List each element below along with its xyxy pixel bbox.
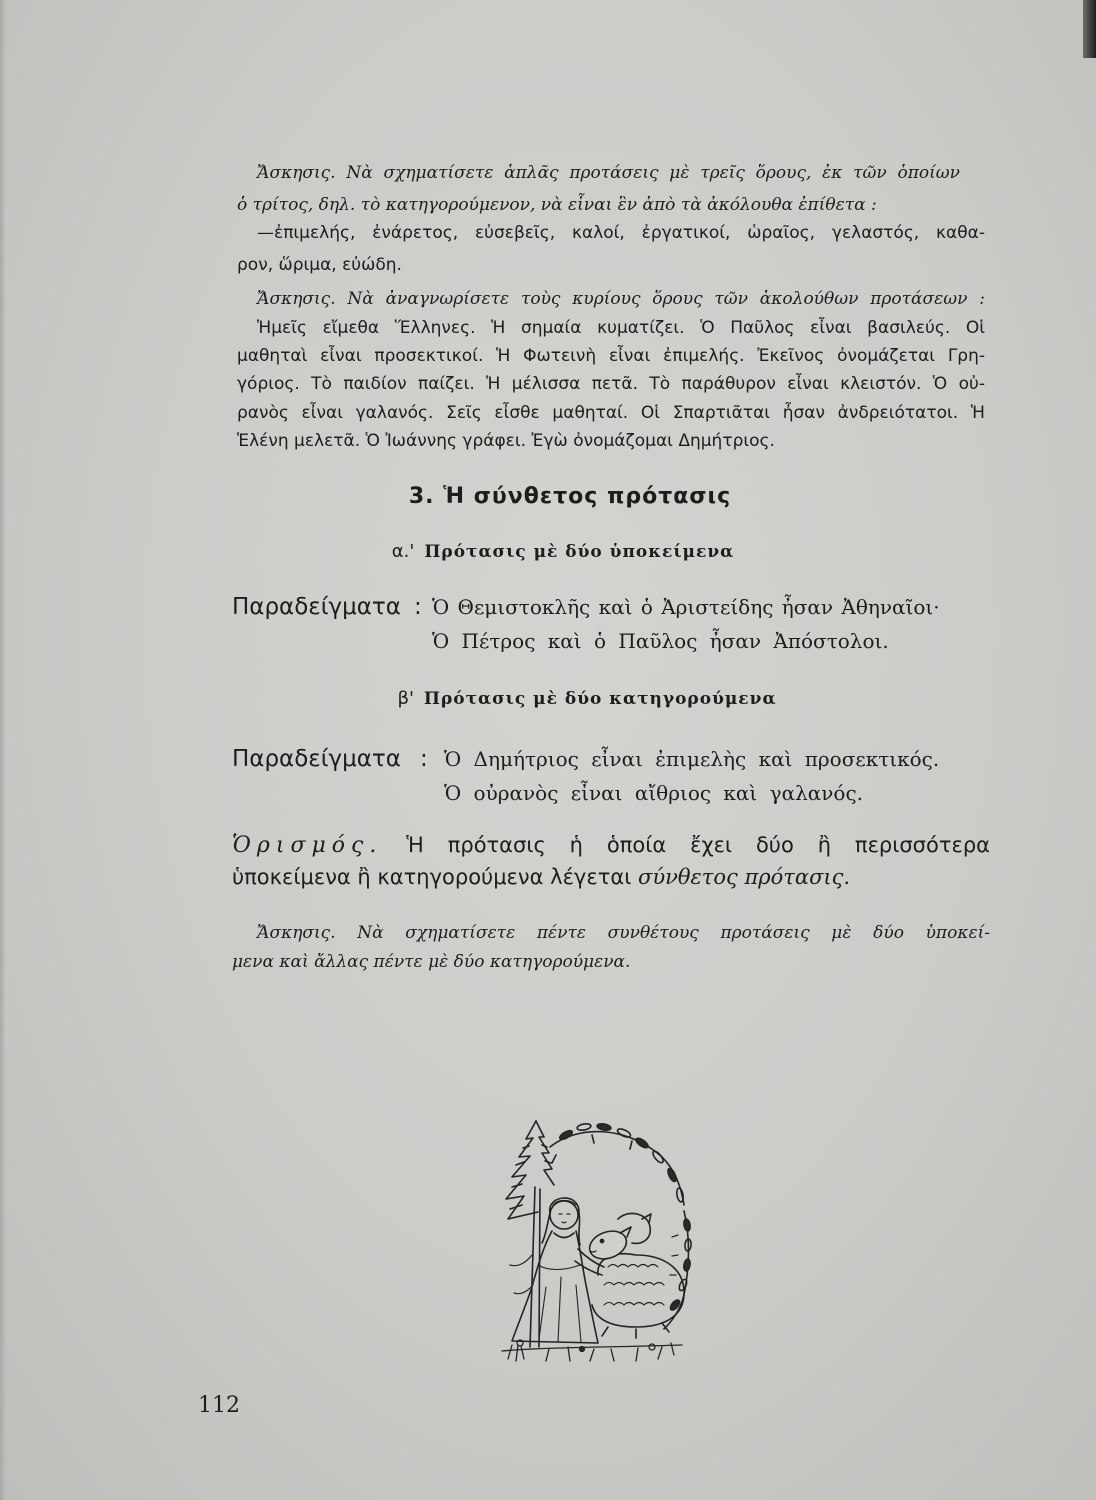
examples-a-label: Παραδείγματα	[232, 594, 401, 620]
scan-edge-shadow	[1083, 0, 1096, 58]
pine-tree	[506, 1121, 554, 1347]
exercise-3-label: Ἄσκησις.	[257, 923, 336, 943]
exercise-1-line-2: ὁ τρίτος, δηλ. τὸ κατηγορούμενον, νὰ εἶναι ἓν ἀπὸ τὰ ἀκόλουθα ἐπίθετα :	[237, 195, 877, 215]
exercise-2-text-line: Ἡμεῖς εἴμεθα Ἕλληνες. Ἡ σημαία κυματίζει. Ὁ Παῦλος εἶναι βασιλεύς. Οἱ	[257, 318, 985, 338]
definition-line-2	[232, 862, 850, 892]
example-sentence: Ὁ Θεμιστοκλῆς καὶ ὁ Ἀριστείδης ἦσαν Ἀθηναῖοι·	[432, 595, 940, 619]
example-sentence: Ὁ Δημήτριος εἶναι ἐπιμελὴς καὶ προσεκτικός.	[444, 747, 940, 771]
exercise-1-adjective-list: —ἐπιμελής, ἐνάρετος, εὐσεβεῖς, καλοί, ἐργατικοί, ὡραῖος, γελαστός, καθα-	[257, 223, 985, 243]
definition-line-1	[232, 830, 990, 861]
illustration-girl-with-lamb	[486, 1115, 696, 1365]
exercise-2-label: Ἄσκησις.	[257, 289, 336, 309]
exercise-2-text-line: Ἑλένη μελετᾶ. Ὁ Ἰωάννης γράφει. Ἐγὼ ὀνομάζομαι Δημήτριος.	[237, 431, 775, 451]
definition-text: ὑποκείμενα ἢ κατηγορούμενα λέγεται	[232, 865, 632, 889]
section-title: 3. Ἡ σύνθετος πρότασις	[408, 484, 732, 509]
example-sentence: Ὁ οὐρανὸς εἶναι αἴθριος καὶ γαλανός.	[444, 781, 864, 805]
subsection-b-heading	[337, 686, 837, 713]
definition-term: σύνθετος πρότασις.	[638, 865, 851, 889]
subsection-b-label: β'	[397, 688, 414, 709]
exercise-2-text-line: γόριος. Τὸ παιδίον παίζει. Ἡ μέλισσα πετᾶ. Τὸ παράθυρον εἶναι κλειστόν. Ὁ οὐ-	[237, 374, 985, 394]
definition-text: Ἡ πρότασις ἡ ὁποία ἔχει δύο ἢ περισσότερα	[406, 833, 990, 857]
exercise-1-adjective-list-end: ρον, ὥριμα, εὐώδη.	[237, 255, 402, 275]
scan-edge-left	[0, 0, 6, 1500]
examples-b-label: Παραδείγματα	[232, 746, 401, 772]
definition-label: Ὁρισμός.	[232, 833, 383, 858]
exercise-2-text-line: μαθηταὶ εἶναι προσεκτικοί. Ἡ Φωτεινὴ εἶναι ἐπιμελής. Ἐκεῖνος ὀνομάζεται Γρη-	[237, 346, 985, 366]
subsection-a-title: Πρότασις μὲ δύο ὑποκείμενα	[424, 542, 735, 562]
exercise-3-instruction: Νὰ σχηματίσετε πέντε συνθέτους προτάσεις μὲ δύο ὑποκεί-	[357, 923, 990, 943]
exercise-1-instruction: Νὰ σχηματίσετε ἁπλᾶς προτάσεις μὲ τρεῖς ὅρους, ἐκ τῶν ὁποίων	[346, 163, 960, 183]
leafy-branch	[550, 1123, 684, 1205]
exercise-2-instruction: Νὰ ἀναγνωρίσετε τοὺς κυρίους ὅρους τῶν ἀκολούθων προτάσεων :	[347, 289, 985, 309]
exercise-2-heading	[257, 287, 985, 311]
subsection-a-label: α.'	[391, 541, 415, 562]
exercise-1-label: Ἄσκησις.	[257, 163, 336, 183]
examples-b-colon: :	[420, 746, 428, 772]
page-number: 112	[198, 1393, 240, 1418]
examples-a-colon: :	[414, 594, 422, 620]
exercise-3-line-1	[257, 921, 990, 945]
exercise-1-line-1	[257, 161, 960, 185]
lamb-figure	[586, 1213, 684, 1338]
girl-figure	[512, 1198, 604, 1343]
exercise-2-text-line: ρανὸς εἶναι γαλανός. Σεῖς εἶσθε μαθηταί. Οἱ Σπαρτιᾶται ἦσαν ἀνδρειότατοι. Ἡ	[237, 403, 985, 423]
subsection-a-heading	[313, 539, 813, 566]
subsection-b-title: Πρότασις μὲ δύο κατηγορούμενα	[423, 689, 777, 709]
example-sentence: Ὁ Πέτρος καὶ ὁ Παῦλος ἦσαν Ἀπόστολοι.	[432, 629, 889, 653]
exercise-3-line-2: μενα καὶ ἄλλας πέντε μὲ δύο κατηγορούμενα.	[232, 952, 631, 972]
